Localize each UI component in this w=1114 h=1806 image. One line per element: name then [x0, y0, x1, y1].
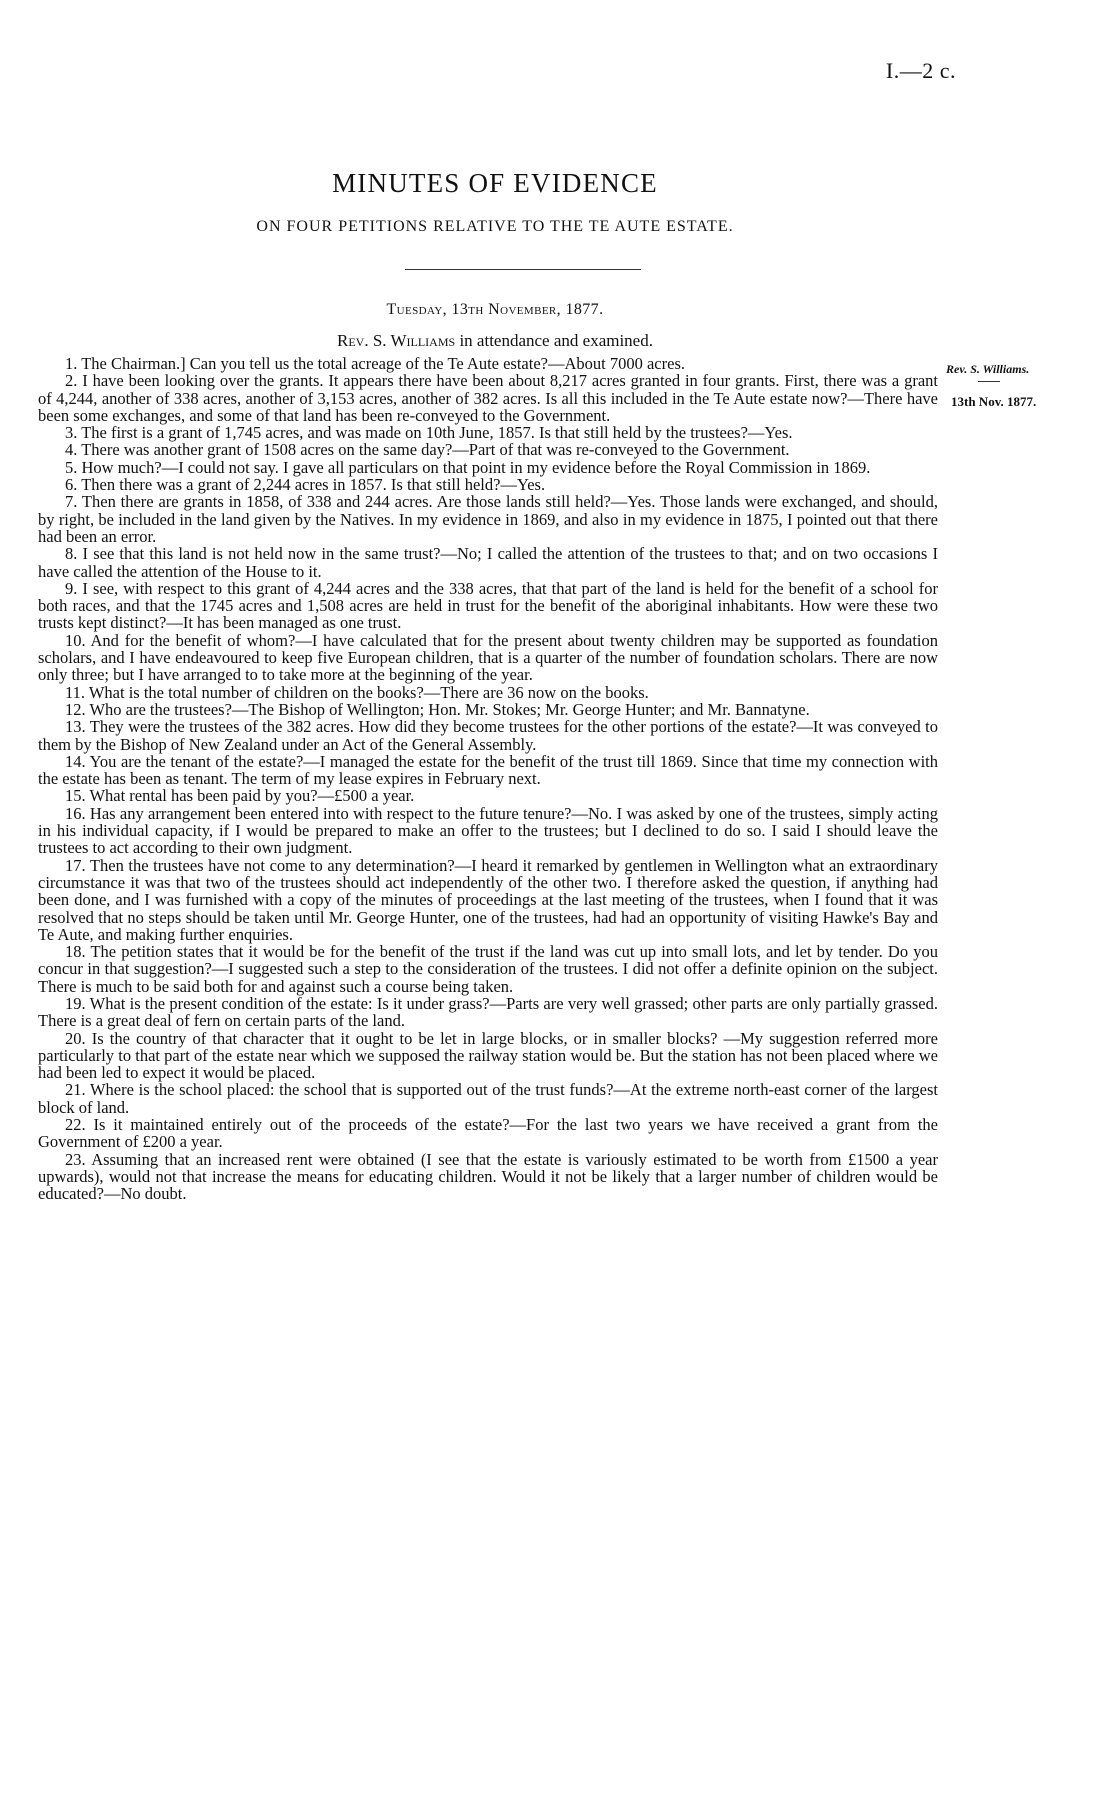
evidence-paragraph: 5. How much?—I could not say. I gave all particulars on that point in my evidence before the Royal Commission in 1869. — [65, 457, 871, 477]
title-divider — [405, 269, 641, 270]
evidence-paragraph: 18. The petition states that it would be for the benefit of the trust if the land was cut up into small lots, and let by tender. Do you concur in that suggestion?—I suggested such a step to the consideration of the trustees. I did not offer a definite opinion on the subject. There is much to be said both for and against such a course being taken. — [38, 942, 938, 996]
evidence-paragraph: 3. The first is a grant of 1,745 acres, and was made on 10th June, 1857. Is that still held by the trustees?—Yes. — [65, 423, 793, 443]
evidence-paragraph: 1. The Chairman.] Can you tell us the total acreage of the Te Aute estate?—About 7000 acres. — [65, 354, 685, 373]
evidence-paragraph: 14. You are the tenant of the estate?—I managed the estate for the benefit of the trust till 1869. Since that time my connection with the estate has been as tenant. The term of my lease expires in February next. — [38, 751, 938, 789]
evidence-paragraph: 9. I see, with respect to this grant of 4,244 acres and the 338 acres, that that part of the land is held for the benefit of a school for both races, and that the 1745 acres and 1,508 acres are held in trust for the benefit of the aboriginal inhabitants. How were these two trusts kept distinct?—It has been managed as one trust. — [38, 578, 938, 633]
evidence-paragraph: 23. Assuming that an increased rent were obtained (I see that the estate is variously estimated to be worth from £1500 a year upwards), would not that increase the means for educating children. Would it not be likely that a larger number of children would be educated?—No doubt. — [38, 1149, 938, 1204]
evidence-paragraph: 17. Then the trustees have not come to any determination?—I heard it remarked by gentlemen in Wellington what an extraordinary circumstance it was that two of the trustees should act independently of the other two. I therefore asked the question, if anything had been done, and I was furnished with a copy of the minutes of proceedings at the last meeting of the trustees, when I found that it was resolved that no steps should be taken until Mr. George Hunter, one of the trustees, had had an opportunity of visiting Hawke's Bay and Te Aute, and making further enquiries. — [38, 855, 938, 944]
evidence-paragraph: 22. Is it maintained entirely out of the proceeds of the estate?—For the last two years we have received a grant from the Government of £200 a year. — [38, 1115, 938, 1152]
evidence-paragraph: 4. There was another grant of 1508 acres on the same day?—Part of that was re-conveyed to the Government. — [65, 440, 790, 460]
evidence-paragraph: 8. I see that this land is not held now in the same trust?—No; I called the attention of the trustees to that; and on two occasions I have called the attention of the House to it. — [38, 544, 938, 581]
evidence-paragraph: 15. What rental has been paid by you?—£500 a year. — [65, 786, 415, 806]
document-title: MINUTES OF EVIDENCE — [332, 168, 658, 198]
evidence-paragraph: 16. Has any arrangement been entered into with respect to the future tenure?—No. I was asked by one of the trustees, simply acting in his individual capacity, if I would be prepared to make an offer to the trustees; but I declined to do so. I said I should leave the trustees to act according to their own judgment. — [38, 803, 938, 858]
attendance-text: in attendance and examined. — [455, 331, 653, 350]
evidence-paragraph: 19. What is the present condition of the estate: Is it under grass?—Parts are very well grassed; other parts are only partially grassed. There is a great deal of fern on certain parts of the land. — [38, 993, 938, 1031]
evidence-paragraph: 7. Then there are grants in 1858, of 338 and 244 acres. Are those lands still held?—Yes. Those lands were exchanged, and should, by right, be included in the land given by the Natives. In my evidence in 1869, and also in my evidence in 1875, I pointed out that there had been an error. — [38, 492, 938, 546]
page-reference: I.—2 c. — [885, 58, 956, 83]
margin-witness-name: Rev. S. Williams. — [946, 362, 1030, 376]
attendance-line — [0, 331, 990, 351]
evidence-paragraph: 6. Then there was a grant of 2,244 acres in 1857. Is that still held?—Yes. — [65, 475, 546, 495]
evidence-paragraph: 11. What is the total number of children on the books?—There are 36 now on the books. — [65, 682, 649, 702]
document-subtitle: ON FOUR PETITIONS RELATIVE TO THE TE AUTE ESTATE. — [256, 218, 734, 235]
evidence-body — [38, 355, 938, 1203]
session-date: Tuesday, 13th November, 1877. — [386, 301, 604, 318]
evidence-paragraph: 21. Where is the school placed: the school that is supported out of the trust funds?—At the extreme north-east corner of the largest block of land. — [38, 1080, 938, 1117]
witness-name: Rev. S. Williams — [337, 331, 456, 350]
margin-divider — [978, 381, 1000, 382]
evidence-paragraph: 2. I have been looking over the grants. It appears there have been about 8,217 acres granted in four grants. First, there was a grant of 4,244, another of 338 acres, another of 3,153 acres, another of 382 acres. Is all this included in the Te Aute estate now?—There have been some exchanges, and some of that land has been re-conveyed to the Government. — [38, 371, 938, 425]
evidence-paragraph: 10. And for the benefit of whom?—I have calculated that for the present about twenty children may be supported as foundation scholars, and I have endeavoured to keep five European children, that is a quarter of the number of foundation scholars. There are now only three; but I have arranged to to take more at the beginning of the year. — [38, 630, 938, 685]
evidence-paragraph: 12. Who are the trustees?—The Bishop of Wellington; Hon. Mr. Stokes; Mr. George Hunter; and Mr. Bannatyne. — [65, 699, 810, 719]
evidence-paragraph: 20. Is the country of that character that it ought to be let in large blocks, or in smaller blocks? —My suggestion referred more particularly to that part of the estate near which we supposed the railway station would be. But the station has not been placed where we had been led to expect it would be placed. — [38, 1028, 938, 1083]
evidence-paragraph: 13. They were the trustees of the 382 acres. How did they become trustees for the other portions of the estate?—It was conveyed to them by the Bishop of New Zealand under an Act of the General Assembly. — [38, 717, 938, 754]
margin-date: 13th Nov. 1877. — [951, 394, 1037, 409]
